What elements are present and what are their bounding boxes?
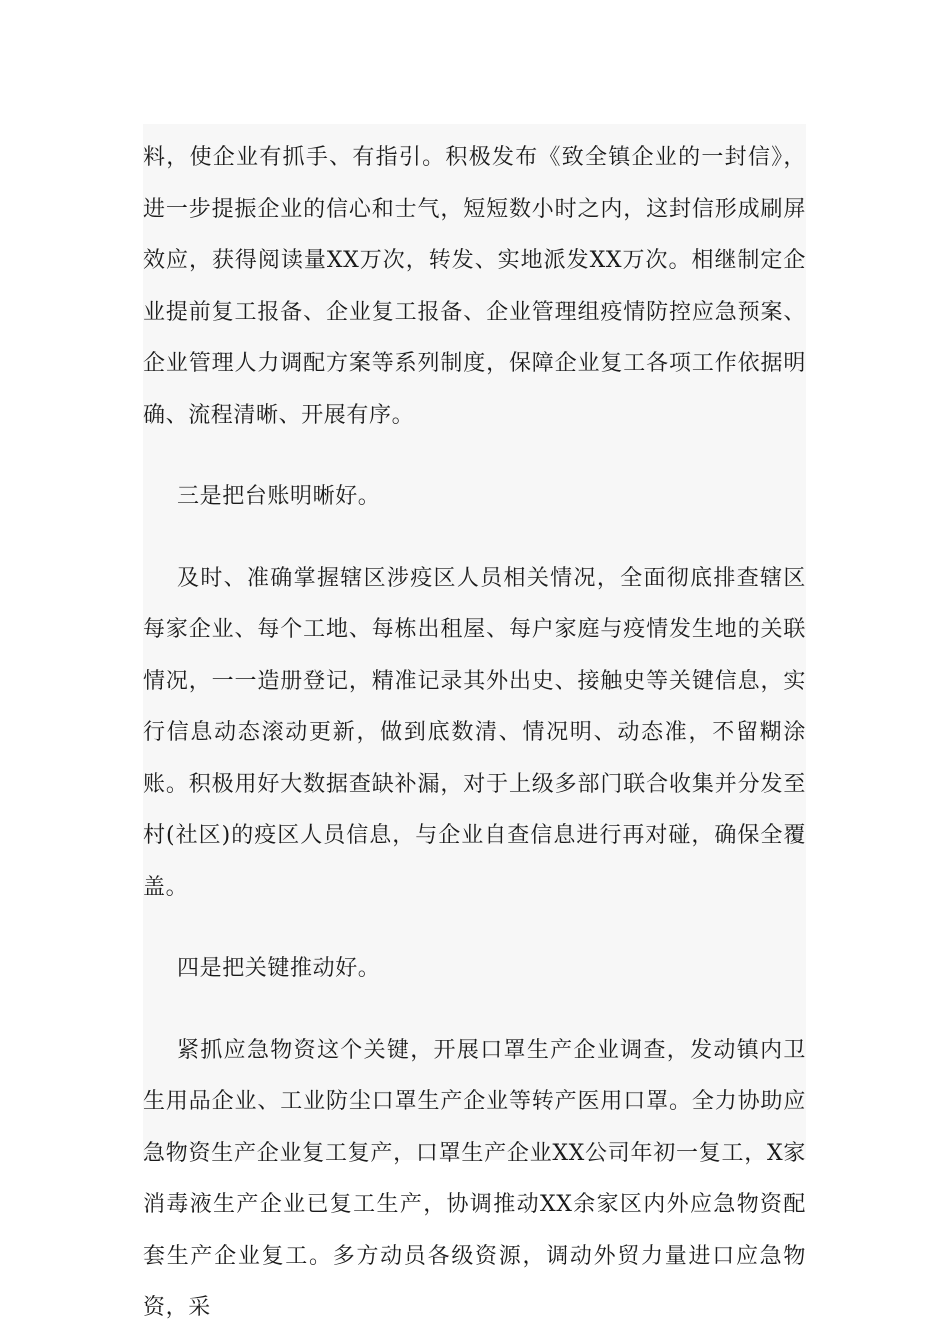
paragraph-gap <box>143 441 806 471</box>
paragraph-gap <box>143 995 806 1025</box>
paragraph-gap <box>143 523 806 553</box>
body-paragraph: 及时、准确掌握辖区涉疫区人员相关情况，全面彻底排查辖区每家企业、每个工地、每栋出租屋、每户家庭与疫情发生地的关联情况，一一造册登记，精准记录其外出史、接触史等关键信息，实行信息动态滚动更新，做到底数清、情况明、动态准，不留糊涂账。积极用好大数据查缺补漏，对于上级多部门联合收集并分发至村(社区)的疫区人员信息，与企业自查信息进行再对碰，确保全覆盖。 <box>143 565 806 900</box>
section-heading-three: 三是把台账明晰好。 <box>177 484 381 509</box>
document-page <box>143 124 806 1320</box>
body-paragraph: 紧抓应急物资这个关键，开展口罩生产企业调查，发动镇内卫生用品企业、工业防尘口罩生产企业等转产医用口罩。全力协助应急物资生产企业复工复产，口罩生产企业XX公司年初一复工，X家消毒液生产企业已复工生产，协调推动XX余家区内外应急物资配套生产企业复工。多方动员各级资源，调动外贸力量进口应急物资，采 <box>143 1037 806 1320</box>
section-heading-four: 四是把关键推动好。 <box>177 956 381 981</box>
body-paragraph: 料，使企业有抓手、有指引。积极发布《致全镇企业的一封信》，进一步提振企业的信心和士气，短短数小时之内，这封信形成刷屏效应，获得阅读量XX万次，转发、实地派发XX万次。相继制定企业提前复工报备、企业复工报备、企业管理组疫情防控应急预案、企业管理人力调配方案等系列制度，保障企业复工各项工作依据明确、流程清晰、开展有序。 <box>143 145 806 428</box>
document-body <box>143 132 806 1334</box>
paragraph-gap <box>143 913 806 943</box>
